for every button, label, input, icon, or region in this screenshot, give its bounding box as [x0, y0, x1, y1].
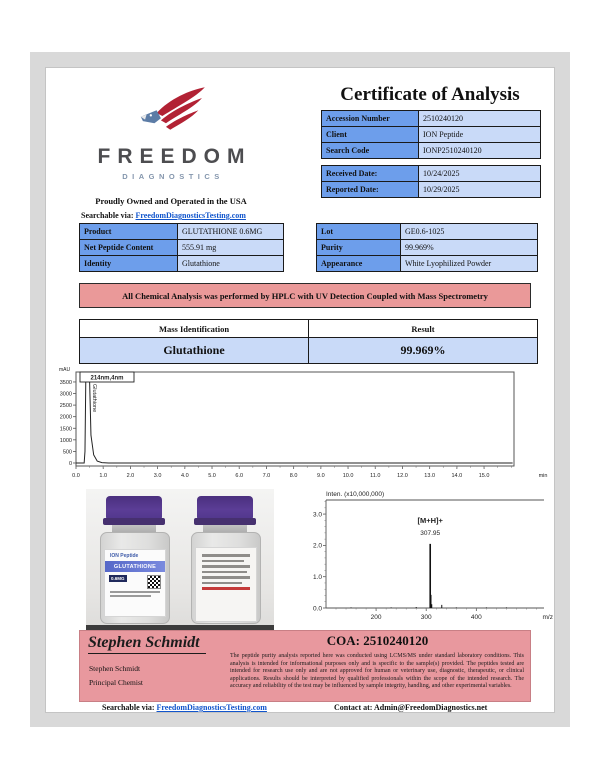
svg-text:11.0: 11.0	[370, 473, 381, 479]
svg-text:15.0: 15.0	[478, 473, 490, 479]
svg-text:6.0: 6.0	[235, 473, 244, 479]
page-title: Certificate of Analysis	[340, 84, 520, 105]
svg-text:[M+H]+: [M+H]+	[417, 515, 443, 525]
table-row	[317, 224, 538, 240]
product-vials-photo	[86, 489, 274, 631]
searchable-label: Searchable via:	[81, 211, 134, 220]
svg-text:10.0: 10.0	[342, 473, 354, 479]
signature-script: Stephen Schmidt	[88, 634, 206, 654]
mass-spectrum-chart	[296, 486, 554, 632]
mass-identification-table	[79, 319, 538, 364]
svg-text:9.0: 9.0	[317, 473, 325, 479]
svg-text:Inten. (x10,000,000): Inten. (x10,000,000)	[326, 491, 385, 498]
svg-text:12.0: 12.0	[397, 473, 408, 479]
svg-text:0.0: 0.0	[312, 605, 322, 613]
vial-fine-print-lines	[105, 591, 165, 597]
logo-block	[81, 84, 261, 181]
svg-text:1000: 1000	[59, 437, 72, 444]
svg-text:2500: 2500	[59, 403, 72, 410]
table-row	[317, 240, 538, 256]
product-label: Product	[80, 224, 178, 240]
svg-text:1.0: 1.0	[99, 473, 108, 479]
date-table	[321, 165, 541, 198]
info-value: IONP2510240120	[419, 143, 541, 159]
table-row	[80, 338, 538, 364]
page-backdrop	[30, 52, 570, 727]
vial-cap-lip	[194, 518, 256, 525]
svg-text:3.0: 3.0	[312, 511, 322, 519]
info-value: ION Peptide	[419, 127, 541, 143]
svg-text:m/z: m/z	[542, 614, 553, 621]
svg-text:2.0: 2.0	[312, 542, 322, 550]
coa-number-heading: COA: 2510240120	[326, 633, 429, 648]
signature-block	[79, 630, 531, 702]
lot-table	[316, 223, 538, 272]
svg-text:mAU: mAU	[59, 367, 71, 373]
table-row	[322, 166, 541, 182]
product-value: Glutathione	[178, 256, 284, 272]
svg-text:4.0: 4.0	[180, 473, 189, 479]
svg-text:2000: 2000	[59, 414, 72, 421]
footer-contact-label: Contact at:	[334, 703, 373, 712]
result-header: Result	[309, 320, 538, 338]
svg-text:8.0: 8.0	[289, 473, 298, 479]
table-row	[322, 127, 541, 143]
result-value: 99.969%	[309, 338, 538, 364]
svg-text:5.0: 5.0	[208, 473, 216, 479]
table-row	[322, 182, 541, 198]
qr-code	[147, 575, 161, 589]
tagline: Proudly Owned and Operated in the USA	[95, 196, 247, 206]
mass-id-value: Glutathione	[80, 338, 309, 364]
svg-text:500: 500	[62, 449, 72, 456]
vial-back	[183, 496, 267, 624]
svg-text:307.95: 307.95	[420, 529, 441, 537]
mass-id-header: Mass Identification	[80, 320, 309, 338]
lot-label: Lot	[317, 224, 401, 240]
svg-text:3.0: 3.0	[153, 473, 162, 479]
table-row	[322, 143, 541, 159]
vial-back-label-lines	[195, 547, 257, 622]
footer-searchable-label: Searchable via:	[102, 703, 155, 712]
hplc-chromatogram-chart	[46, 364, 556, 484]
svg-text:Glutathione: Glutathione	[90, 384, 97, 413]
table-header-row	[80, 320, 538, 338]
svg-text:3000: 3000	[59, 391, 72, 398]
vial-strength: 0.6MG	[111, 576, 125, 581]
lot-label: Purity	[317, 240, 401, 256]
svg-text:14.0: 14.0	[451, 473, 463, 479]
svg-text:2.0: 2.0	[126, 473, 135, 479]
brand-name: FREEDOM	[97, 145, 252, 168]
table-row	[80, 240, 284, 256]
svg-text:3500: 3500	[59, 379, 72, 386]
svg-text:1500: 1500	[59, 426, 72, 433]
searchable-line	[81, 211, 246, 220]
vial-body	[100, 532, 170, 624]
product-value: GLUTATHIONE 0.6MG	[178, 224, 284, 240]
lot-label: Appearance	[317, 256, 401, 272]
product-value: 555.91 mg	[178, 240, 284, 256]
disclaimer-text: The peptide purity analysis reported here was conducted using LCMS/MS under standard laboratory conditions. This analysis is intended for informational purposes only and is specific to the sample(s) provided. The peptides tested are intended for research use only and are not approved for human or veterinary use, diagnostic, therapeutic, or clinical applications. Results should be interpreted by qualified professionals within the scope of the intended research. The accuracy and reliability of the test may be influenced by sample integrity, handling, and other experimental variables.	[230, 653, 524, 690]
info-label: Accession Number	[322, 111, 419, 127]
vial-product-name: GLUTATHIONE	[105, 561, 165, 572]
svg-text:214nm,4nm: 214nm,4nm	[90, 375, 124, 382]
svg-text:min: min	[538, 473, 548, 479]
info-table	[321, 110, 541, 159]
svg-text:13.0: 13.0	[424, 473, 436, 479]
product-label: Identity	[80, 256, 178, 272]
svg-text:400: 400	[470, 614, 482, 621]
footer-contact-email: Admin@FreedomDiagnostics.net	[374, 703, 488, 712]
table-row	[317, 256, 538, 272]
svg-text:1.0: 1.0	[312, 573, 322, 581]
date-value: 10/29/2025	[419, 182, 541, 198]
date-value: 10/24/2025	[419, 166, 541, 182]
table-row	[80, 256, 284, 272]
certificate-page	[45, 67, 555, 713]
svg-text:0: 0	[68, 460, 72, 467]
vial-front	[92, 496, 176, 624]
product-label: Net Peptide Content	[80, 240, 178, 256]
table-row	[322, 111, 541, 127]
svg-text:300: 300	[420, 614, 432, 621]
info-label: Client	[322, 127, 419, 143]
lot-value: 99.969%	[401, 240, 538, 256]
product-table	[79, 223, 284, 272]
chemist-title: Principal Chemist	[89, 678, 143, 687]
footer-contact	[334, 703, 487, 712]
lot-value: GE0.6-1025	[401, 224, 538, 240]
ion-peptide-logo: ION Peptide	[110, 553, 139, 559]
svg-text:7.0: 7.0	[262, 473, 271, 479]
searchable-link[interactable]: FreedomDiagnosticsTesting.com	[135, 211, 246, 220]
vial-front-label	[104, 549, 166, 617]
vial-cap-lip	[103, 518, 165, 525]
date-label: Received Date:	[322, 166, 419, 182]
svg-text:200: 200	[370, 614, 382, 621]
vial-body	[191, 532, 261, 624]
freedom-eagle-logo	[135, 84, 207, 138]
chemist-name: Stephen Schmidt	[89, 664, 141, 673]
info-label: Search Code	[322, 143, 419, 159]
table-row	[80, 224, 284, 240]
footer-searchable-link[interactable]: FreedomDiagnosticsTesting.com	[156, 703, 267, 712]
analysis-method-banner: All Chemical Analysis was performed by HPLC with UV Detection Coupled with Mass Spectrometry	[79, 283, 531, 308]
info-value: 2510240120	[419, 111, 541, 127]
svg-text:0.0: 0.0	[72, 473, 80, 479]
footer-searchable	[102, 703, 267, 712]
brand-subtitle: DIAGNOSTICS	[122, 172, 224, 181]
lot-value: White Lyophilized Powder	[401, 256, 538, 272]
date-label: Reported Date:	[322, 182, 419, 198]
